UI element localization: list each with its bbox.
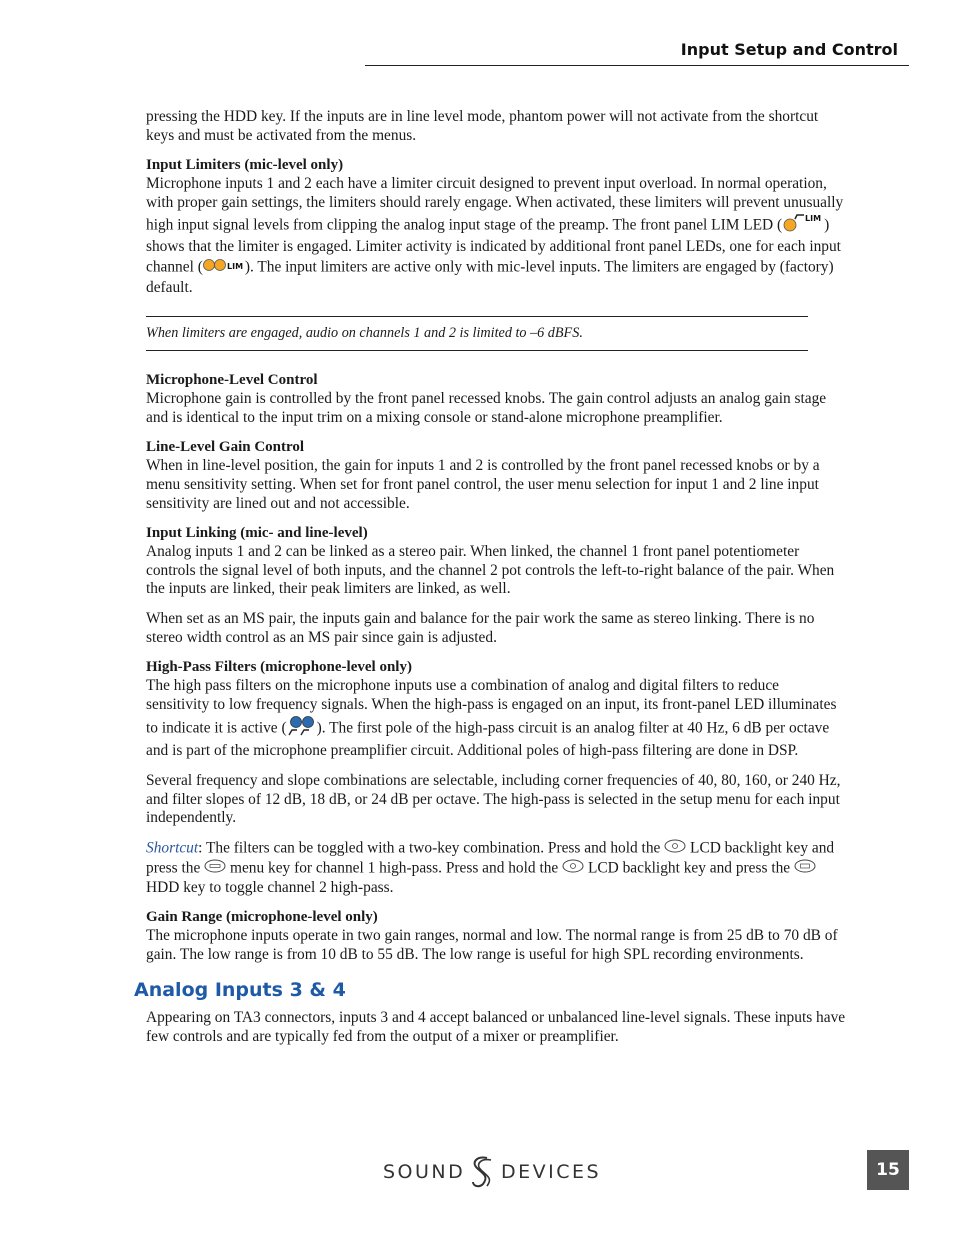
- high-pass-text-1: The high pass filters on the microphone inputs use a combination of analog and digital filters to reduce sensitivity to low frequency signals. When the high-pass is engaged on an input, its front-panel LED illuminates to indicate it is active (: [146, 677, 837, 736]
- shortcut-text-4: LCD backlight key and press the: [584, 859, 794, 877]
- analog-inputs-3-4-title: Analog Inputs 3 & 4: [134, 979, 346, 1002]
- shortcut-text-2: LCD backlight key and press the: [146, 839, 835, 877]
- intro-paragraph: pressing the HDD key. If the inputs are in line level mode, phantom power will not activate from the shortcut keys and must be activated from the menus.: [146, 108, 819, 144]
- input-limiters-text-3: ). The input limiters are active only with mic-level inputs. The limiters are engaged by (factory) default.: [146, 258, 834, 296]
- backlight-key-icon: [664, 839, 686, 859]
- page-number: 15: [867, 1150, 909, 1190]
- logo-swirl-icon: [465, 1154, 499, 1190]
- input-linking-ms-text: When set as an MS pair, the inputs gain and balance for the pair work the same as stereo linking. There is no stereo width control as an MS pair since gain is adjusted.: [146, 610, 815, 646]
- line-level-heading: Line-Level Gain Control: [146, 439, 305, 456]
- lim-icon-label: LIM: [805, 213, 822, 223]
- lim-channel-leds-icon: [203, 257, 245, 279]
- backlight-key-icon: [562, 859, 584, 879]
- input-limiters-text-1: Microphone inputs 1 and 2 each have a limiter circuit designed to prevent input overload. In normal operation, with proper gain settings, the limiters should rarely engage. When activated, these limiters will prevent unusually high input signal levels from clipping the analog input stage of the preamp. The front panel LIM LED (: [146, 175, 844, 233]
- input-limiters-paragraph: [146, 175, 846, 297]
- input-limiters-text-2: ) shows that the limiter is engaged. Limiter activity is indicated by additional front panel LEDs, one for each input channel (: [146, 215, 841, 276]
- gain-range-heading: Gain Range (microphone-level only): [146, 909, 378, 926]
- shortcut-text-1: : The filters can be toggled with a two-key combination. Press and hold the: [198, 839, 665, 857]
- lim-led-icon: [782, 213, 824, 239]
- mic-level-heading: Microphone-Level Control: [146, 372, 318, 389]
- shortcut-paragraph: [146, 839, 846, 897]
- input-linking-text: Analog inputs 1 and 2 can be linked as a stereo pair. When linked, the channel 1 front panel potentiometer controls the signal level of both inputs, and the channel 2 pot controls the left-to-right balance of the pair. When the inputs are linked, their peak limiters are linked, as well.: [146, 542, 835, 598]
- high-pass-paragraph: [146, 677, 846, 761]
- limiter-note: When limiters are engaged, audio on channels 1 and 2 is limited to –6 dBFS.: [146, 316, 808, 351]
- shortcut-text-3: menu key for channel 1 high-pass. Press and hold the: [226, 859, 563, 877]
- mic-level-text: Microphone gain is controlled by the front panel recessed knobs. The gain control adjusts an analog gain stage and is identical to the input trim on a mixing console or stand-alone microphone preamplifier.: [146, 390, 827, 426]
- menu-key-icon: [204, 859, 226, 879]
- lim-channel-label: LIM: [226, 261, 243, 271]
- shortcut-label: Shortcut: [146, 839, 199, 857]
- high-pass-text-2: ). The first pole of the high-pass circuit is an analog filter at 40 Hz, 6 dB per octave and is part of the microphone preamplifier circuit. Additional poles of high-pass filtering are done in DSP.: [146, 718, 830, 760]
- sound-devices-logo: [383, 1152, 602, 1192]
- input-linking-heading: Input Linking (mic- and line-level): [146, 525, 368, 542]
- page-header-title: Input Setup and Control: [680, 40, 898, 59]
- logo-text-sound: SOUND: [383, 1161, 466, 1183]
- highpass-led-icon: [287, 715, 317, 743]
- hdd-key-icon: [794, 859, 816, 879]
- page-content: [134, 108, 846, 1058]
- analog-inputs-3-4-text: Appearing on TA3 connectors, inputs 3 and 4 accept balanced or unbalanced line-level signals. These inputs have few controls and are typically fed from the output of a mixer or preamplifier.: [146, 1009, 846, 1046]
- gain-range-text: The microphone inputs operate in two gain ranges, normal and low. The normal range is from 25 dB to 70 dB of gain. The low range is from 10 dB to 55 dB. The low range is useful for high SPL recording environments.: [146, 926, 838, 963]
- shortcut-text-5: HDD key to toggle channel 2 high-pass.: [146, 878, 394, 896]
- line-level-text: When in line-level position, the gain for inputs 1 and 2 is controlled by the front panel recessed knobs or by a menu sensitivity setting. When set for front panel control, the user menu selection for input 1 and 2 line input sensitivity are lined out and not accessible.: [146, 457, 820, 512]
- input-limiters-heading: Input Limiters (mic-level only): [146, 157, 344, 174]
- logo-text-devices: DEVICES: [501, 1161, 602, 1183]
- high-pass-freq-text: Several frequency and slope combinations are selectable, including corner frequencies of 40, 80, 160, or 240 Hz, and filter slopes of 12 dB, 18 dB, or 24 dB per octave. The high-pass is selected in the setup menu for each input independently.: [146, 771, 841, 827]
- header-rule: [365, 65, 909, 66]
- high-pass-heading: High-Pass Filters (microphone-level only): [146, 659, 412, 676]
